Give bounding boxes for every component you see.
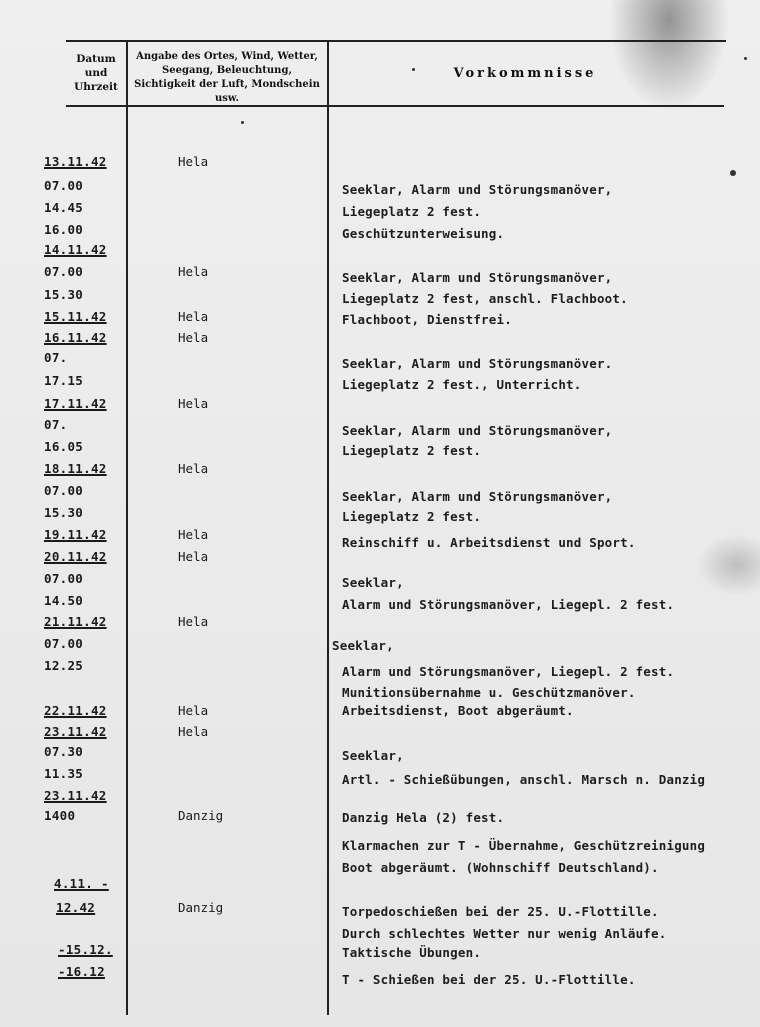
log-entry (0, 417, 760, 437)
entry-date: 23.11.42 (44, 788, 107, 803)
log-entry (0, 200, 760, 220)
entry-place: Hela (178, 154, 209, 169)
entry-date: 07.00 (44, 178, 84, 193)
entry-place: Hela (178, 396, 209, 411)
entry-date: 22.11.42 (44, 703, 107, 718)
entry-date: 15.30 (44, 505, 84, 520)
entry-event: Liegeplatz 2 fest., Unterricht. (342, 377, 582, 392)
entry-place: Hela (178, 703, 209, 718)
entry-date: 1400 (44, 808, 76, 823)
log-entry (0, 724, 760, 744)
log-entry (0, 396, 760, 416)
entry-event: Seeklar, (342, 575, 404, 590)
log-entry (0, 549, 760, 569)
log-entry (0, 964, 760, 987)
entry-place: Hela (178, 264, 209, 279)
entry-date: -16.12 (58, 964, 105, 979)
log-entry (0, 373, 760, 393)
entry-date: 16.11.42 (44, 330, 107, 345)
entry-event: Taktische Übungen. (342, 945, 482, 960)
entry-event: Klarmachen zur T - Übernahme, Geschützreinigung (342, 838, 706, 853)
entry-place: Hela (178, 614, 209, 629)
entry-date: 14.50 (44, 593, 84, 608)
entry-date: 15.30 (44, 287, 84, 302)
log-entry (0, 287, 760, 307)
entry-date: 18.11.42 (44, 461, 107, 476)
entry-date: 15.11.42 (44, 309, 107, 324)
header-top-rule (66, 40, 726, 42)
scan-speck (412, 68, 415, 71)
log-entry (0, 593, 760, 613)
entry-date: 07.00 (44, 264, 84, 279)
entry-event: T - Schießen bei der 25. U.-Flottille. (342, 972, 636, 987)
log-entry (0, 330, 760, 350)
log-entry (0, 505, 760, 525)
entry-date: 11.35 (44, 766, 84, 781)
log-entry (0, 744, 760, 764)
entry-event: Reinschiff u. Arbeitsdienst und Sport. (342, 535, 636, 550)
entry-place: Danzig (178, 808, 224, 823)
log-entry (0, 527, 760, 550)
entry-event: Seeklar, Alarm und Störungsmanöver, (342, 270, 613, 285)
entry-place: Hela (178, 330, 209, 345)
entry-place: Hela (178, 549, 209, 564)
entry-date: 14.45 (44, 200, 84, 215)
log-entry (0, 876, 760, 896)
entry-event: Munitionsübernahme u. Geschützmanöver. (342, 685, 636, 700)
entry-date: 13.11.42 (44, 154, 107, 169)
entry-date: 07.30 (44, 744, 84, 759)
entry-event: Flachboot, Dienstfrei. (342, 312, 512, 327)
entry-event: Seeklar, Alarm und Störungsmanöver, (342, 489, 613, 504)
entry-event: Alarm und Störungsmanöver, Liegepl. 2 fest. (342, 664, 675, 679)
entry-event: Liegeplatz 2 fest, anschl. Flachboot. (342, 291, 628, 306)
entry-date: 16.00 (44, 222, 84, 237)
entry-date: 4.11. - (54, 876, 109, 891)
log-entry (0, 900, 760, 920)
log-entry (0, 350, 760, 370)
log-entry (0, 154, 760, 174)
log-entry (0, 614, 760, 634)
entry-event: Seeklar, (342, 748, 404, 763)
log-entry (0, 178, 760, 198)
log-entry (0, 788, 760, 808)
entry-event: Artl. - Schießübungen, anschl. Marsch n. Danzig (342, 772, 706, 787)
header-date-column: Datum und Uhrzeit (74, 53, 118, 93)
entry-event: Danzig Hela (2) fest. (342, 810, 505, 825)
entry-date: 23.11.42 (44, 724, 107, 739)
log-entry (0, 658, 760, 678)
entry-event: Seeklar, Alarm und Störungsmanöver. (342, 356, 613, 371)
log-entry (0, 683, 760, 703)
entry-event: Liegeplatz 2 fest. (342, 204, 482, 219)
log-entry (0, 942, 760, 962)
header-place-column: Angabe des Ortes, Wind, Wetter, Seegang, Beleuchtung, Sichtigkeit der Luft, Mondschein usw. (134, 51, 320, 104)
entry-event: Torpedoschießen bei der 25. U.-Flottille. (342, 904, 659, 919)
entry-event: Durch schlechtes Wetter nur wenig Anläufe. (342, 926, 667, 941)
entry-event: Seeklar, Alarm und Störungsmanöver, (342, 423, 613, 438)
entry-date: 17.11.42 (44, 396, 107, 411)
entry-date: 19.11.42 (44, 527, 107, 542)
entry-date: 14.11.42 (44, 242, 107, 257)
entry-place: Hela (178, 461, 209, 476)
log-entry (0, 309, 760, 329)
entry-place: Hela (178, 309, 209, 324)
entry-place: Hela (178, 527, 209, 542)
log-entry (0, 461, 760, 481)
log-entry (0, 439, 760, 459)
log-entry (0, 808, 760, 828)
entry-event: Liegeplatz 2 fest. (342, 509, 482, 524)
log-entry (0, 636, 760, 656)
entry-date: 17.15 (44, 373, 84, 388)
entry-event: Liegeplatz 2 fest. (342, 443, 482, 458)
entry-event: Seeklar, Alarm und Störungsmanöver, (342, 182, 613, 197)
entry-event: Alarm und Störungsmanöver, Liegepl. 2 fest. (342, 597, 675, 612)
entry-event: Arbeitsdienst, Boot abgeräumt. (342, 703, 574, 718)
log-entry (0, 483, 760, 503)
entry-place: Hela (178, 724, 209, 739)
log-entry (0, 766, 760, 786)
entry-date: 12.25 (44, 658, 84, 673)
scan-speck (241, 121, 244, 124)
entry-date: 12.42 (56, 900, 96, 915)
entry-event: Boot abgeräumt. (Wohnschiff Deutschland). (342, 860, 659, 875)
log-entry (0, 264, 760, 284)
header-events-column: Vorkommnisse (453, 66, 597, 81)
entry-date: 07.00 (44, 483, 84, 498)
log-entry (0, 222, 760, 242)
entry-date: -15.12. (58, 942, 113, 957)
entry-date: 21.11.42 (44, 614, 107, 629)
entry-date: 20.11.42 (44, 549, 107, 564)
entry-date: 07.00 (44, 636, 84, 651)
log-entry (0, 703, 760, 723)
log-entry (0, 838, 760, 858)
entry-date: 07.00 (44, 571, 84, 586)
entry-date: 07. (44, 417, 68, 432)
entry-place: Danzig (178, 900, 224, 915)
entry-event: Seeklar, (332, 638, 394, 653)
entry-date: 07. (44, 350, 68, 365)
log-entry (0, 242, 760, 262)
log-entry (0, 922, 760, 942)
entry-event: Geschützunterweisung. (342, 226, 505, 241)
log-entry (0, 571, 760, 591)
entry-date: 16.05 (44, 439, 84, 454)
scan-speck (744, 57, 747, 60)
